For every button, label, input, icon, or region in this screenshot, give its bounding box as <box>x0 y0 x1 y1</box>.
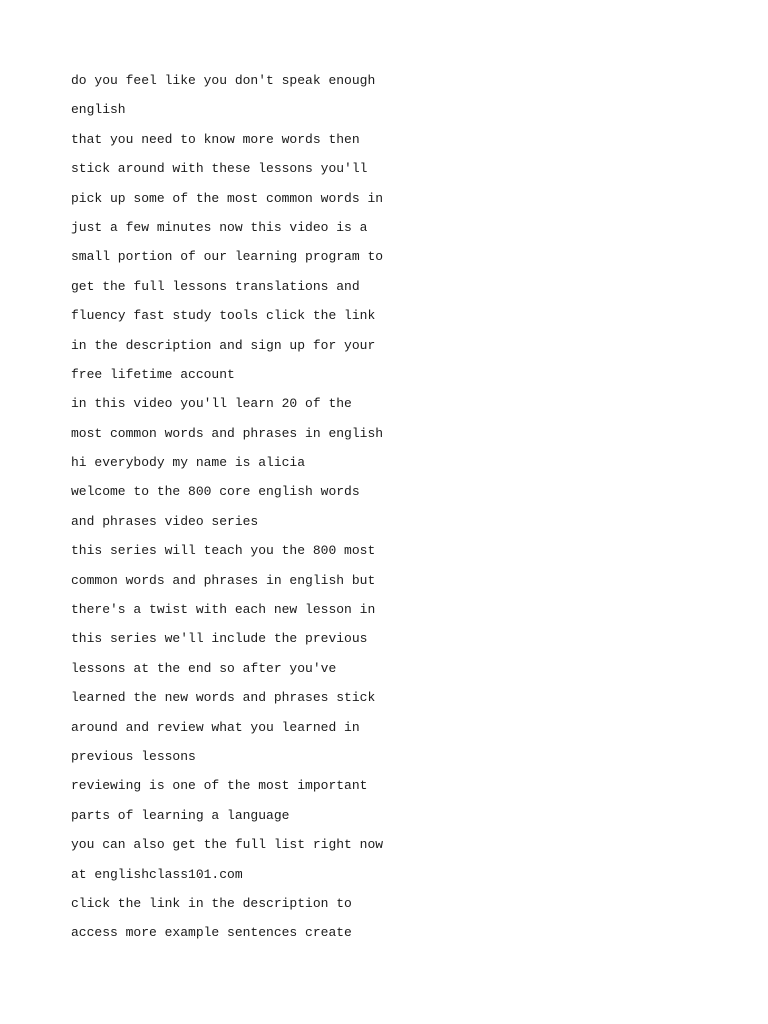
transcript-line: and phrases video series <box>71 513 259 529</box>
transcript-line: common words and phrases in english but <box>71 572 376 588</box>
transcript-line: this series will teach you the 800 most <box>71 543 376 559</box>
transcript-line: english <box>71 102 126 118</box>
transcript-line: at englishclass101.com <box>71 866 243 882</box>
transcript-line: do you feel like you don't speak enough <box>71 73 376 88</box>
transcript-line: pick up some of the most common words in <box>71 190 384 206</box>
transcript-line: click the link in the description to <box>71 895 352 911</box>
transcript-line: small portion of our learning program to <box>71 249 384 265</box>
transcript-line: access more example sentences create <box>71 925 352 941</box>
transcript-line: lessons at the end so after you've <box>71 660 337 676</box>
transcript-line: there's a twist with each new lesson in <box>71 602 376 618</box>
transcript-line: stick around with these lessons you'll <box>71 161 368 177</box>
transcript-text <box>71 66 383 948</box>
transcript-line: you can also get the full list right now <box>71 837 384 853</box>
transcript-line: previous lessons <box>71 748 196 764</box>
transcript-line: just a few minutes now this video is a <box>71 219 368 235</box>
transcript-line: in this video you'll learn 20 of the <box>71 396 352 412</box>
transcript-line: around and review what you learned in <box>71 719 360 735</box>
transcript-line: learned the new words and phrases stick <box>71 690 376 706</box>
transcript-line: in the description and sign up for your <box>71 337 376 353</box>
transcript-line: fluency fast study tools click the link <box>71 308 376 324</box>
transcript-line: free lifetime account <box>71 366 235 382</box>
transcript-line: that you need to know more words then <box>71 131 360 147</box>
transcript-line: welcome to the 800 core english words <box>71 484 360 500</box>
transcript-line: get the full lessons translations and <box>71 278 360 294</box>
transcript-line: most common words and phrases in english <box>71 425 384 441</box>
transcript-line: this series we'll include the previous <box>71 631 368 647</box>
transcript-line: parts of learning a language <box>71 807 290 823</box>
transcript-line: hi everybody my name is alicia <box>71 455 306 471</box>
transcript-line: reviewing is one of the most important <box>71 778 368 794</box>
